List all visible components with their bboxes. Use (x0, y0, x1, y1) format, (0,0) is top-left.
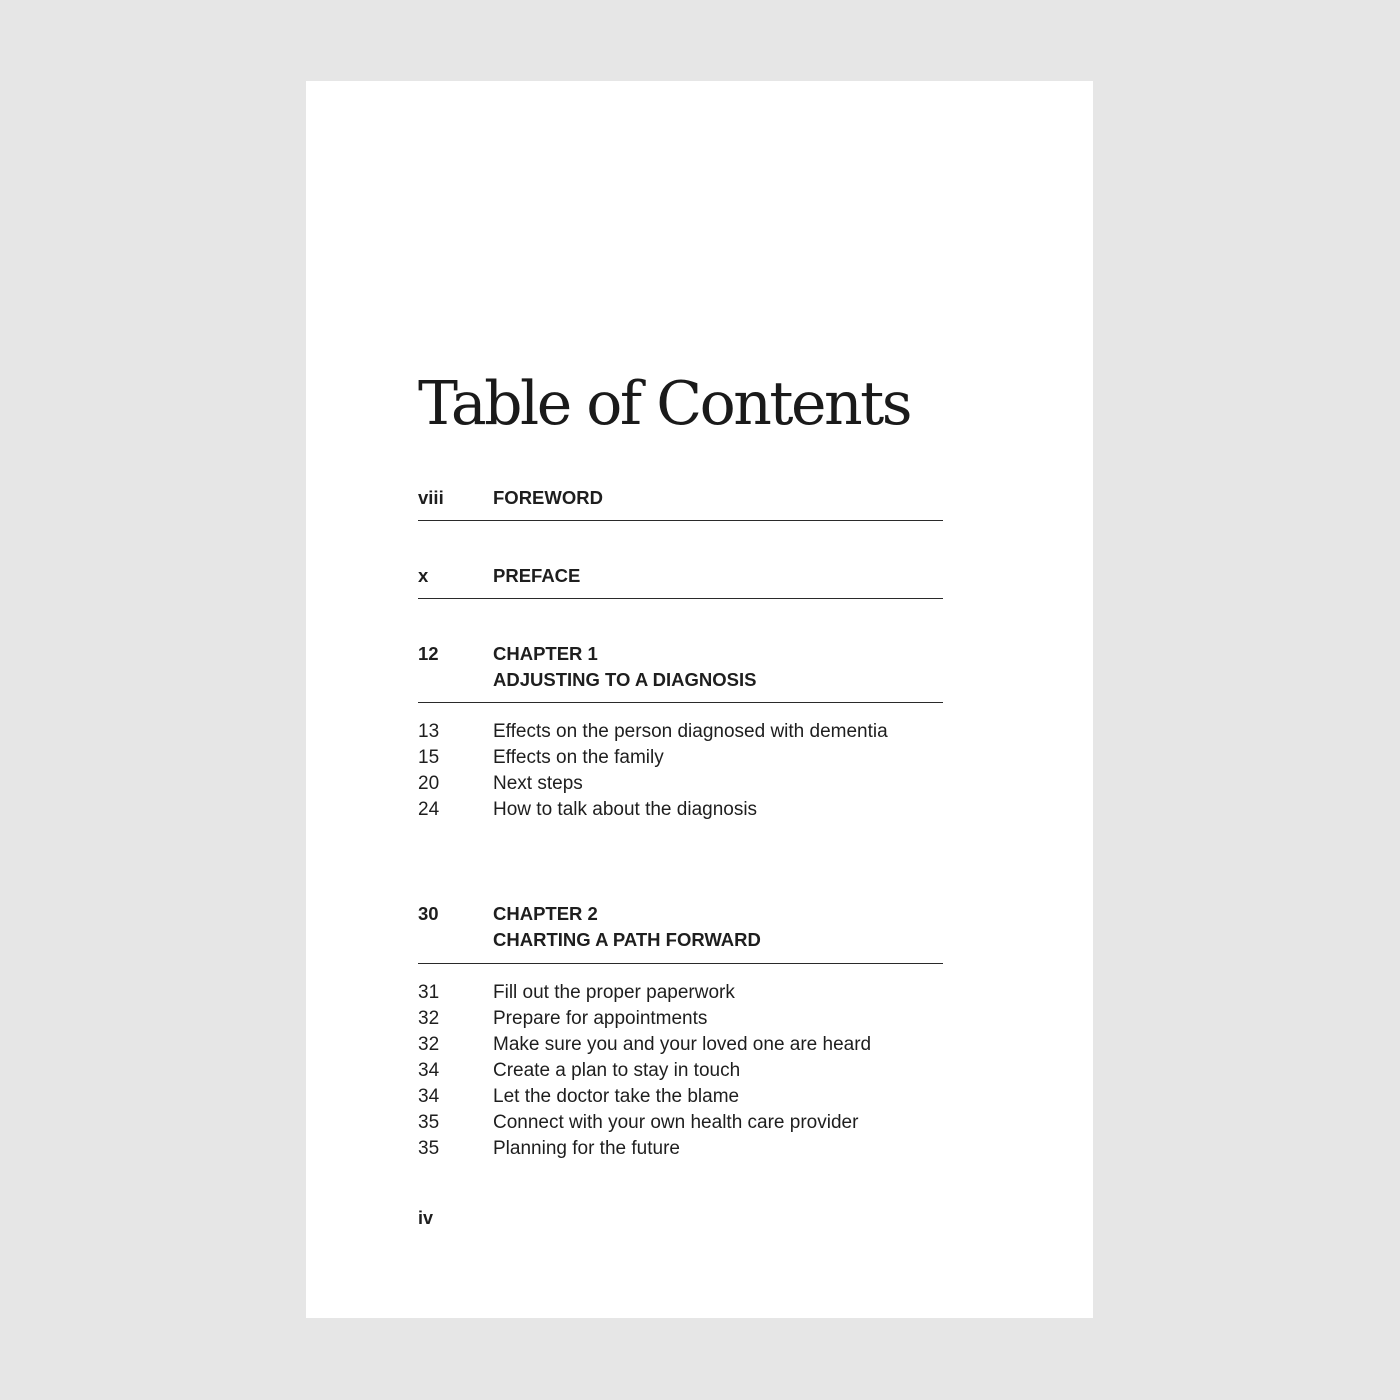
section-divider (418, 598, 943, 599)
toc-heading (418, 485, 943, 511)
toc-entry-label: Make sure you and your loved one are heard (493, 1034, 872, 1055)
toc-heading (418, 901, 943, 927)
toc-heading (418, 563, 943, 589)
toc-heading-label: FOREWORD (493, 487, 603, 508)
toc-entry-label: Connect with your own health care provider (493, 1112, 859, 1133)
list-item (418, 797, 943, 823)
list-item (418, 1006, 943, 1032)
toc-entry-label: Next steps (493, 773, 583, 794)
book-page (306, 81, 1093, 1318)
page-folio: iv (418, 1208, 434, 1228)
toc-page-number: 31 (418, 982, 440, 1003)
toc-entry-label: Planning for the future (493, 1138, 680, 1159)
list-item (418, 1136, 943, 1162)
toc-heading-label: PREFACE (493, 565, 581, 586)
toc-heading-label: CHAPTER 2 (493, 903, 598, 924)
toc-heading (418, 641, 943, 667)
section-divider (418, 702, 943, 703)
toc-page-number: 30 (418, 903, 439, 924)
toc-heading (418, 667, 943, 693)
toc-entry-label: Prepare for appointments (493, 1008, 708, 1029)
list-item (418, 771, 943, 797)
toc-page-number: 34 (418, 1086, 440, 1107)
toc-entry-label: Effects on the family (493, 747, 664, 768)
chapter-title: CHARTING A PATH FORWARD (493, 929, 761, 950)
toc-page-number: 35 (418, 1138, 440, 1159)
toc-entry-list (418, 980, 943, 1162)
toc-page-number: 13 (418, 721, 440, 742)
toc-section-chapter-2 (418, 901, 943, 1162)
toc-entry-list (418, 719, 943, 823)
list-item (418, 1032, 943, 1058)
toc-page-number: 32 (418, 1008, 440, 1029)
toc-entry-label: Create a plan to stay in touch (493, 1060, 741, 1081)
toc-page-number-spacer (418, 927, 493, 953)
toc-page-number: 15 (418, 747, 440, 768)
toc-section-preface (418, 563, 943, 599)
toc-entry-label: Fill out the proper paperwork (493, 982, 735, 1003)
page-title: Table of Contents (418, 369, 911, 439)
section-divider (418, 520, 943, 521)
toc-heading (418, 927, 943, 953)
toc-heading-label: CHAPTER 1 (493, 643, 598, 664)
list-item (418, 745, 943, 771)
toc-page-number: 20 (418, 773, 440, 794)
toc-page-number: x (418, 565, 429, 586)
toc-page-number: 35 (418, 1112, 440, 1133)
toc-page-number: 12 (418, 643, 439, 664)
toc-section-chapter-1 (418, 641, 943, 823)
list-item (418, 1058, 943, 1084)
toc-page-number: 32 (418, 1034, 440, 1055)
toc-entry-label: Effects on the person diagnosed with dementia (493, 721, 888, 742)
toc-entry-label: How to talk about the diagnosis (493, 799, 758, 820)
toc-page-number-spacer (418, 667, 493, 693)
list-item (418, 1084, 943, 1110)
toc-page-number: viii (418, 487, 444, 508)
list-item (418, 719, 943, 745)
list-item (418, 980, 943, 1006)
section-divider (418, 963, 943, 964)
chapter-title: ADJUSTING TO A DIAGNOSIS (493, 669, 757, 690)
toc-page-number: 24 (418, 799, 440, 820)
toc-entry-label: Let the doctor take the blame (493, 1086, 740, 1107)
toc-section-foreword (418, 485, 943, 521)
toc-page-number: 34 (418, 1060, 440, 1081)
list-item (418, 1110, 943, 1136)
